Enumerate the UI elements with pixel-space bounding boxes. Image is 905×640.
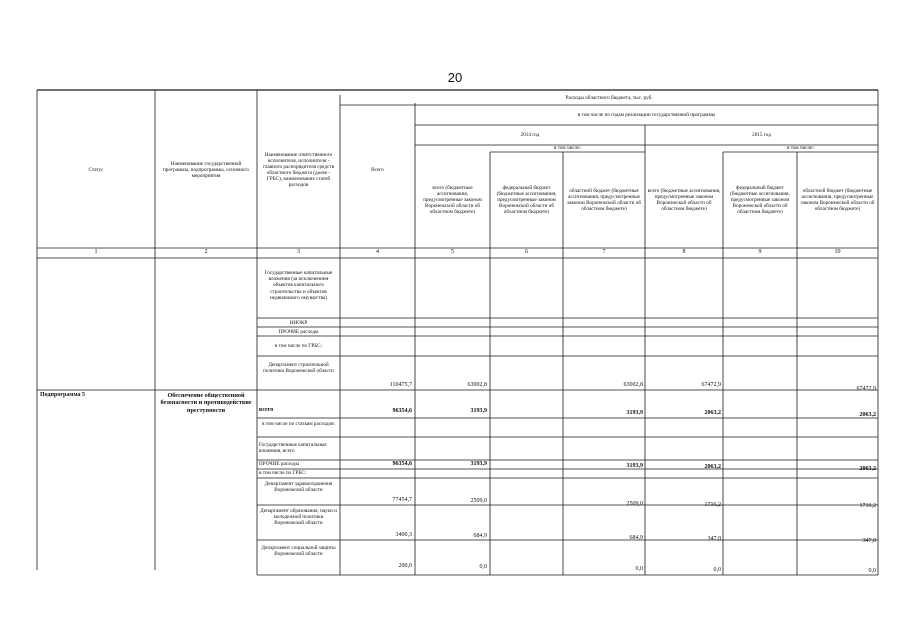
regional-2015-header: областной бюджет (бюджетные ассигнования, предусмотренные законом Воронежской области об областном бюджете) xyxy=(800,187,875,213)
total-total: 96354,6 xyxy=(392,408,412,414)
dept-construction-total: 110475,7 xyxy=(389,382,412,388)
col-executor-header: Наименование ответственного исполнителя, исполнителя - главного распорядителя средств областного бюджета (далее - ГРБС), наименование статей расходов xyxy=(262,151,335,189)
dept-health-2015: 1716,2 xyxy=(704,502,721,508)
dept-edu-2015: 347,0 xyxy=(707,536,721,542)
other2-2014: 3193,9 xyxy=(470,461,487,467)
including-2014: в том числе: xyxy=(553,145,582,152)
other2-total: 96354,6 xyxy=(392,461,412,467)
col-number-5: 5 xyxy=(451,249,454,255)
federal-2015-header: федеральный бюджет (бюджетные ассигнования, предусмотренные законом Воронежской области об областном бюджете) xyxy=(730,184,790,216)
other2-2014-regional: 3193,9 xyxy=(626,463,643,469)
page-number: 20 xyxy=(447,70,463,85)
total-2014: 3193,9 xyxy=(470,408,487,414)
col-status-header: Статус xyxy=(88,166,104,173)
dept-social-2014: 0,0 xyxy=(479,564,487,570)
col-number-8: 8 xyxy=(682,249,686,255)
dept-social-2015-regional: 0,0 xyxy=(868,568,876,574)
col-number-6: 6 xyxy=(525,249,528,255)
dept-construction-2015-regional: 67472,9 xyxy=(856,386,876,392)
row-capital-label: Государственные капитальные вложения (за исключением объектов капитального строительства и объектов недвижимого имущества) xyxy=(264,270,333,301)
dept-social-2014-regional: 0,0 xyxy=(635,566,643,572)
total-2014-regional: 3193,9 xyxy=(626,410,643,416)
dept-edu-2014: 684,9 xyxy=(473,533,487,539)
dept-health-total: 77454,7 xyxy=(392,497,412,503)
dept-construction-2014-regional: 63002,8 xyxy=(623,382,643,388)
row-dept-construction-label: Департамент строительной политики Воронежской области xyxy=(263,362,334,375)
row-grbs2-label: в том числе по ГРБС: xyxy=(259,470,307,476)
col-name-header: Наименование государственной программы, подпрограммы, основного мероприятия xyxy=(163,160,249,180)
dept-social-total: 200,0 xyxy=(398,563,412,569)
row-dept-health-label: Департамент здравоохранения Воронежской области xyxy=(264,481,333,494)
col-total-header: Всего xyxy=(371,166,384,173)
year-2014-header: 2014 год xyxy=(520,131,540,138)
col-number-2: 2 xyxy=(204,249,208,255)
dept-health-2014-regional: 2509,0 xyxy=(626,501,643,507)
other2-2015-regional: 2063,2 xyxy=(859,466,876,472)
other2-2015: 2063,2 xyxy=(704,464,721,470)
spending-title: Расходы областного бюджета, тыс. руб. xyxy=(565,94,653,101)
row-grbs-label: в том числе по ГРБС: xyxy=(274,343,323,349)
row-total-label: всего xyxy=(259,407,274,413)
subprogram-status: Подпрограмма 5 xyxy=(40,392,86,398)
dept-edu-2014-regional: 684,9 xyxy=(629,535,643,541)
row-niokr-label: НИОКР xyxy=(289,320,308,326)
col-number-3: 3 xyxy=(297,249,300,255)
subprogram-name: Обеспечение общественной безопасности и противодействие преступности xyxy=(160,392,252,414)
federal-2014-header: федеральный бюджет (бюджетные ассигнования, предусмотренные законом Воронежской области об областном бюджете) xyxy=(496,184,557,216)
dept-health-2015-regional: 1716,2 xyxy=(859,503,876,509)
col-number-10: 10 xyxy=(834,249,841,255)
total-2014-header: всего (бюджетные ассигнования, предусмотренные законом Воронежской области об областном бюджете) xyxy=(423,184,482,216)
col-number-1: 1 xyxy=(94,249,98,255)
total-2015-header: всего (бюджетные ассигнования, предусмотренные законом Воронежской области об областном бюджете) xyxy=(647,187,721,213)
total-2015-regional: 2063,2 xyxy=(859,412,876,418)
col-number-7: 7 xyxy=(602,249,606,255)
dept-edu-total: 3400,3 xyxy=(395,532,412,538)
regional-2014-header: областной бюджет (бюджетные ассигнования, предусмотренные законом Воронежской области об областном бюджете) xyxy=(567,187,641,213)
dept-edu-2015-regional: 347,0 xyxy=(862,538,876,544)
total-2015: 2063,2 xyxy=(704,410,721,416)
dept-construction-2015: 67472,9 xyxy=(701,382,721,388)
by-years-header: в том числе по годам реализации государственной программы xyxy=(577,111,716,118)
dept-social-2015: 0,0 xyxy=(713,567,721,573)
col-number-9: 9 xyxy=(758,249,762,255)
row-capital2-label: Государственные капитальные вложения, всего xyxy=(259,442,327,455)
row-dept-social-label: Департамент социальной защиты Воронежской области xyxy=(261,545,336,558)
year-2015-header: 2015 год xyxy=(752,131,771,138)
dept-construction-2014: 63002,8 xyxy=(467,382,487,388)
dept-health-2014: 2509,0 xyxy=(470,498,487,504)
including-2015: в том числе: xyxy=(786,145,815,152)
row-other2-label: ПРОЧИЕ расходы xyxy=(259,461,299,467)
col-number-4: 4 xyxy=(376,249,379,255)
row-dept-edu-label: Департамент образования, науки и молодежной политики Воронежской области xyxy=(260,508,337,527)
row-by-articles-label: в том числе по статьям расходов: xyxy=(261,421,336,427)
row-other-label: ПРОЧИЕ расходы xyxy=(278,329,319,335)
